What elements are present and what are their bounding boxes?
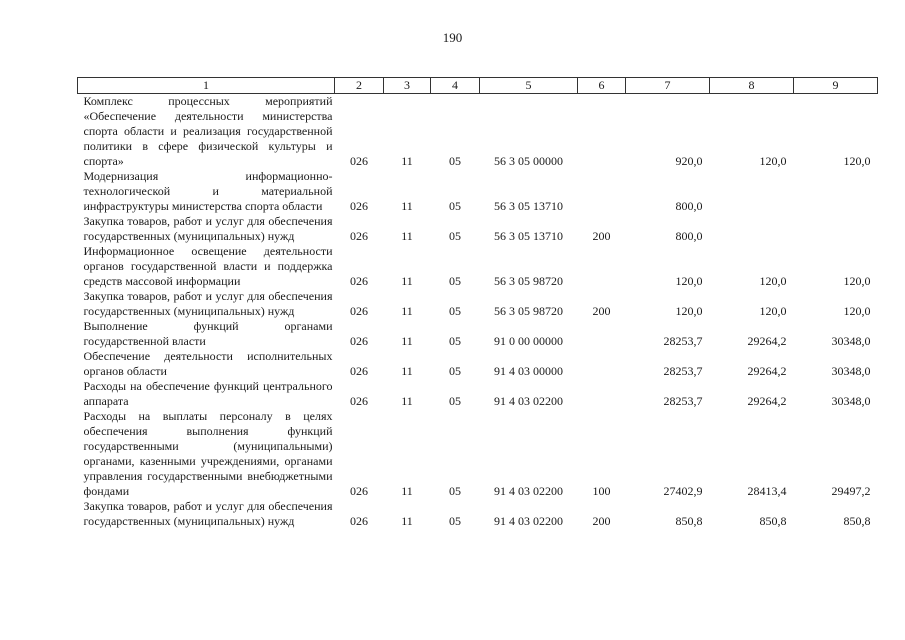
row-expense-type	[578, 94, 626, 170]
table-row	[78, 94, 878, 170]
row-subsection-code: 05	[449, 334, 461, 348]
row-target-article: 91 4 03 00000	[494, 364, 563, 378]
header-col-6: 6	[578, 78, 626, 94]
table-row	[78, 169, 878, 214]
row-section-code: 11	[401, 154, 413, 168]
row-name: Закупка товаров, работ и услуг для обеспечения государственных (муниципальных) нужд	[83, 499, 333, 528]
row-section-code: 11	[401, 304, 413, 318]
table-body	[78, 94, 878, 530]
row-amount-col8: 28413,4	[747, 484, 787, 498]
row-amount-col7: 850,8	[675, 514, 703, 528]
row-name: Закупка товаров, работ и услуг для обеспечения государственных (муниципальных) нужд	[83, 289, 333, 318]
row-target-article: 91 0 00 00000	[494, 334, 563, 348]
row-name: Закупка товаров, работ и услуг для обеспечения государственных (муниципальных) нужд	[83, 214, 333, 243]
row-target-article: 56 3 05 98720	[494, 304, 563, 318]
row-target-article: 91 4 03 02200	[494, 514, 563, 528]
page-number: 190	[442, 30, 463, 45]
row-ministry-code: 026	[350, 394, 368, 408]
table-row	[78, 409, 878, 499]
row-expense-type	[578, 244, 626, 289]
table-row	[78, 499, 878, 529]
row-expense-type: 200	[592, 514, 611, 528]
header-col-5: 5	[480, 78, 578, 94]
row-subsection-code: 05	[449, 199, 461, 213]
row-amount-col8: 29264,2	[747, 394, 787, 408]
table-row	[78, 244, 878, 289]
row-name: Обеспечение деятельности исполнительных органов области	[83, 349, 333, 378]
header-col-9: 9	[794, 78, 878, 94]
row-ministry-code: 026	[350, 364, 368, 378]
row-amount-col7: 27402,9	[663, 484, 703, 498]
row-amount-col9	[794, 214, 878, 244]
table-header	[78, 78, 878, 94]
header-col-8: 8	[710, 78, 794, 94]
row-expense-type	[578, 319, 626, 349]
row-amount-col8	[710, 214, 794, 244]
row-expense-type: 200	[592, 229, 611, 243]
row-amount-col9	[794, 169, 878, 214]
row-amount-col7: 920,0	[675, 154, 703, 168]
row-section-code: 11	[401, 274, 413, 288]
row-target-article: 56 3 05 00000	[494, 154, 563, 168]
row-expense-type: 200	[592, 304, 611, 318]
row-target-article: 56 3 05 13710	[494, 229, 563, 243]
row-ministry-code: 026	[350, 274, 368, 288]
header-col-2: 2	[335, 78, 384, 94]
row-subsection-code: 05	[449, 304, 461, 318]
row-ministry-code: 026	[350, 484, 368, 498]
header-col-3: 3	[384, 78, 431, 94]
row-amount-col9: 29497,2	[831, 484, 871, 498]
row-subsection-code: 05	[449, 274, 461, 288]
row-amount-col7: 28253,7	[663, 394, 703, 408]
row-target-article: 56 3 05 98720	[494, 274, 563, 288]
row-section-code: 11	[401, 514, 413, 528]
row-amount-col7: 28253,7	[663, 334, 703, 348]
row-name: Расходы на обеспечение функций центрального аппарата	[83, 379, 333, 408]
row-amount-col7: 800,0	[675, 199, 703, 213]
row-amount-col9: 120,0	[843, 304, 871, 318]
row-expense-type	[578, 379, 626, 409]
row-subsection-code: 05	[449, 394, 461, 408]
row-subsection-code: 05	[449, 484, 461, 498]
row-amount-col7: 28253,7	[663, 364, 703, 378]
row-section-code: 11	[401, 484, 413, 498]
row-amount-col8: 120,0	[759, 304, 787, 318]
row-name: Расходы на выплаты персоналу в целях обеспечения выполнения функций государственными (муниципальными) органами, казенными учреждениями, органами управления государственными внебюджетными фондами	[83, 409, 333, 498]
header-col-1: 1	[78, 78, 335, 94]
table-row	[78, 214, 878, 244]
row-subsection-code: 05	[449, 364, 461, 378]
row-ministry-code: 026	[350, 154, 368, 168]
row-target-article: 56 3 05 13710	[494, 199, 563, 213]
row-subsection-code: 05	[449, 154, 461, 168]
row-name: Информационное освещение деятельности органов государственной власти и поддержка средств массовой информации	[83, 244, 333, 288]
header-row	[78, 78, 878, 94]
row-subsection-code: 05	[449, 514, 461, 528]
row-expense-type: 100	[592, 484, 611, 498]
row-ministry-code: 026	[350, 304, 368, 318]
row-target-article: 91 4 03 02200	[494, 484, 563, 498]
row-amount-col9: 120,0	[843, 154, 871, 168]
row-amount-col9: 30348,0	[831, 394, 871, 408]
header-col-4: 4	[431, 78, 480, 94]
table-row	[78, 379, 878, 409]
budget-table	[77, 77, 878, 529]
row-section-code: 11	[401, 229, 413, 243]
row-name: Модернизация информационно-технологической и материальной инфраструктуры министерства спорта области	[83, 169, 333, 213]
table-row	[78, 349, 878, 379]
row-expense-type	[578, 169, 626, 214]
row-amount-col8: 120,0	[759, 274, 787, 288]
row-ministry-code: 026	[350, 514, 368, 528]
row-amount-col8: 850,8	[759, 514, 787, 528]
row-amount-col9: 850,8	[843, 514, 871, 528]
row-target-article: 91 4 03 02200	[494, 394, 563, 408]
row-amount-col9: 30348,0	[831, 334, 871, 348]
row-expense-type	[578, 349, 626, 379]
row-subsection-code: 05	[449, 229, 461, 243]
row-section-code: 11	[401, 364, 413, 378]
table-row	[78, 289, 878, 319]
row-amount-col7: 120,0	[675, 304, 703, 318]
table-row	[78, 319, 878, 349]
row-amount-col7: 120,0	[675, 274, 703, 288]
row-section-code: 11	[401, 334, 413, 348]
row-section-code: 11	[401, 199, 413, 213]
header-col-7: 7	[626, 78, 710, 94]
row-ministry-code: 026	[350, 229, 368, 243]
row-amount-col8: 29264,2	[747, 364, 787, 378]
row-amount-col9: 30348,0	[831, 364, 871, 378]
row-amount-col7: 800,0	[675, 229, 703, 243]
row-name: Выполнение функций органами государственной власти	[83, 319, 333, 348]
row-ministry-code: 026	[350, 334, 368, 348]
row-amount-col8	[710, 169, 794, 214]
row-amount-col9: 120,0	[843, 274, 871, 288]
row-section-code: 11	[401, 394, 413, 408]
row-name: Комплекс процессных мероприятий «Обеспечение деятельности министерства спорта области и реализация государственной политики в сфере физической культуры и спорта»	[83, 94, 333, 168]
row-amount-col8: 120,0	[759, 154, 787, 168]
row-amount-col8: 29264,2	[747, 334, 787, 348]
row-ministry-code: 026	[350, 199, 368, 213]
